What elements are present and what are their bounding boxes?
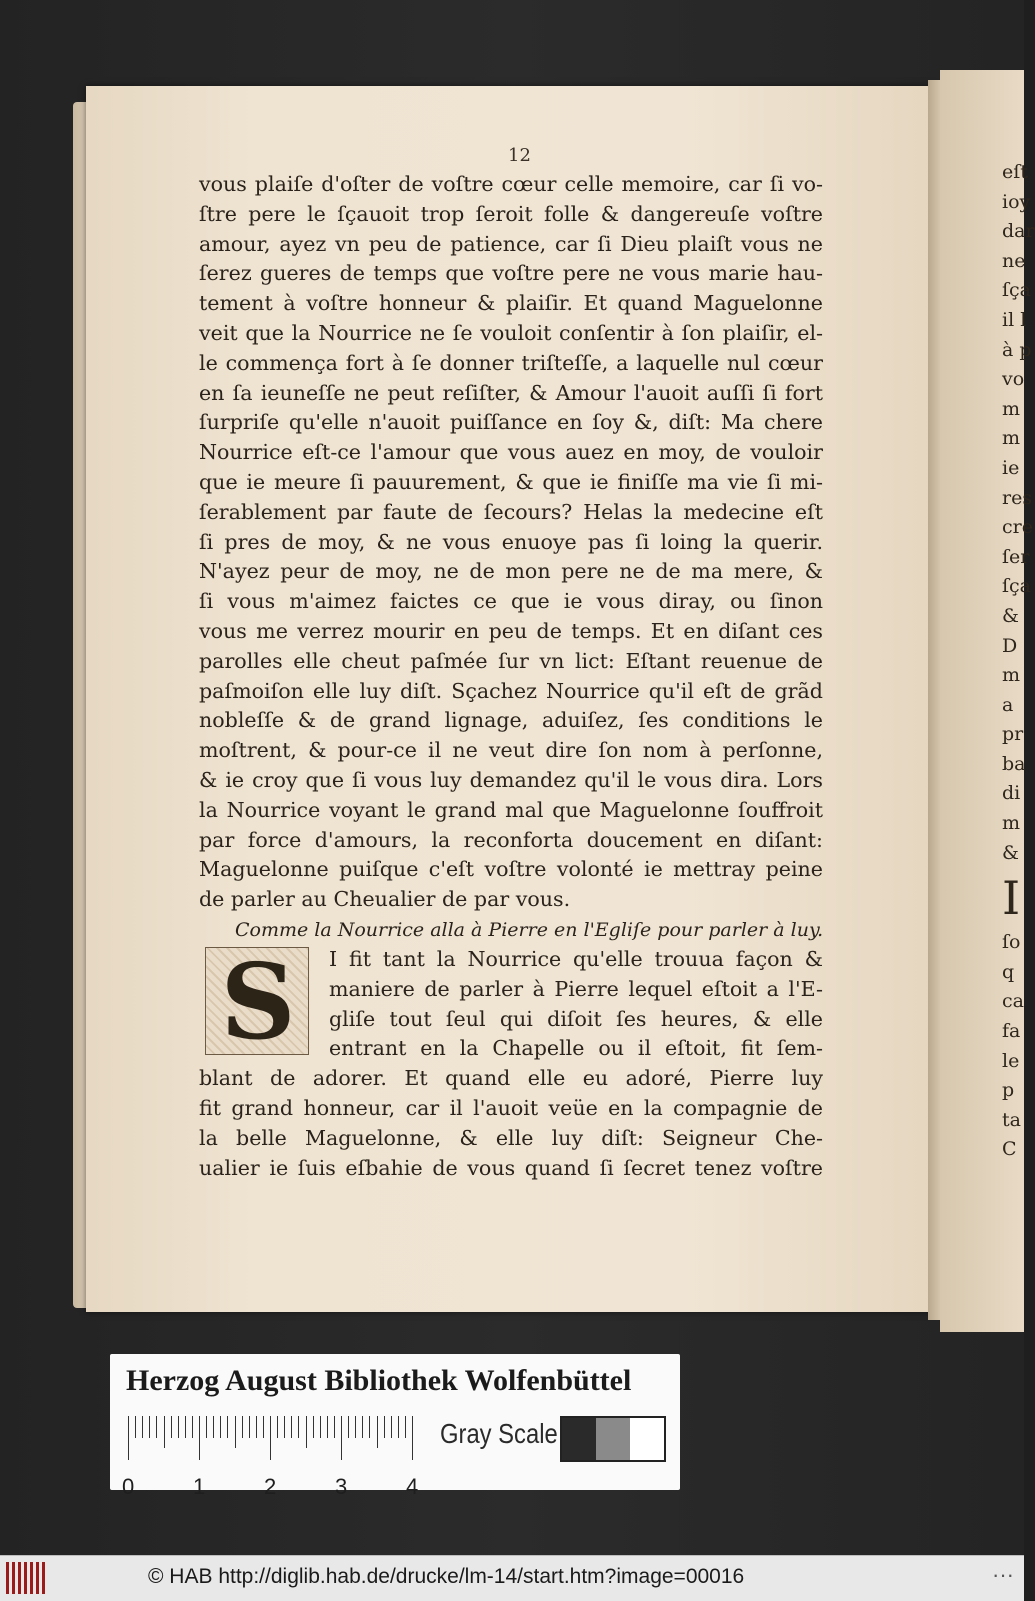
ruler-number: 1: [193, 1474, 206, 1499]
facing-text-fragment: ie: [1002, 456, 1020, 479]
ruler-tick: [185, 1416, 186, 1438]
ruler-tick: [398, 1416, 399, 1438]
facing-text-fragment: à p: [1002, 338, 1032, 361]
facing-text-fragment: C: [1002, 1138, 1017, 1161]
hab-logo-icon: [6, 1562, 46, 1594]
ruler-tick: [334, 1416, 335, 1438]
ruler-tick: [313, 1416, 314, 1438]
facing-text-fragment: pr: [1002, 723, 1024, 746]
ruler-tick: [171, 1416, 172, 1438]
ruler-tick: [369, 1416, 370, 1438]
text-line: ſerez gueres de temps que voſtre pere ne vous marie hau-: [199, 261, 823, 286]
facing-text-fragment: cre: [1002, 516, 1033, 539]
text-line: moſtrent, & pour-ce il ne veut dire ſon nom à perſonne,: [199, 738, 823, 763]
facing-text-fragment: m: [1002, 812, 1021, 835]
text-line: N'ayez peur de moy, ne de mon pere ne de ma mere, &: [199, 559, 823, 584]
paragraph-before-heading: [199, 170, 823, 915]
ruler-tick: [249, 1416, 250, 1438]
page-number: 12: [508, 145, 531, 166]
ruler-number: 0: [122, 1474, 135, 1499]
facing-text-fragment: ta: [1002, 1108, 1021, 1131]
copyright-url[interactable]: © HAB http://diglib.hab.de/drucke/lm-14/start.htm?image=00016: [148, 1565, 745, 1588]
text-line: nobleſſe & de grand lignage, aduiſez, ſes conditions le: [199, 708, 823, 733]
ruler-tick: [128, 1416, 129, 1460]
ruler-tick: [256, 1416, 257, 1438]
facing-text-fragment: &: [1002, 841, 1019, 864]
facing-text-fragment: di: [1002, 782, 1021, 805]
gray-swatch: [562, 1418, 596, 1460]
facing-text-fragment: p: [1002, 1079, 1015, 1102]
ruler-tick: [135, 1416, 136, 1438]
footer-bar: [0, 1555, 1024, 1601]
facing-text-fragment: ca: [1002, 990, 1024, 1013]
facing-text-fragment: ioy: [1002, 190, 1031, 213]
facing-text-fragment: fa: [1002, 1020, 1021, 1043]
ruler-tick: [412, 1416, 413, 1460]
ruler-tick: [206, 1416, 207, 1438]
text-line: vous plaiſe d'oſter de voſtre cœur celle memoire, car ſi vo-: [199, 172, 823, 196]
text-line: ſurpriſe qu'elle n'auoit puiſſance en ſoy &, diſt: Ma chere: [199, 410, 823, 435]
ruler-tick: [178, 1416, 179, 1438]
ruler-tick: [391, 1416, 392, 1438]
ruler: [122, 1416, 428, 1499]
ruler-tick: [156, 1416, 157, 1438]
text-line: la belle Maguelonne, & elle luy diſt: Seigneur Che-: [199, 1125, 823, 1150]
facing-text-fragment: res: [1002, 486, 1033, 509]
ruler-tick: [227, 1416, 228, 1438]
facing-text-fragment: vo: [1002, 368, 1025, 391]
text-line: le commença fort à ſe donner triſteſſe, a laquelle nul cœur: [199, 350, 823, 375]
text-line: la Nourrice voyant le grand mal que Maguelonne ſouffroit: [199, 797, 823, 822]
facing-text-fragment: D: [1002, 634, 1018, 657]
ruler-tick: [291, 1416, 292, 1438]
color-scale-card: [110, 1354, 680, 1499]
ruler-tick: [341, 1416, 342, 1460]
text-line: ſi pres de moy, & ne vous enuoye pas ſi loing la querir.: [199, 529, 823, 554]
chapter-heading: Comme la Nourrice alla à Pierre en l'Egliſe pour parler à luy.: [235, 918, 824, 941]
facing-text-fragment: ſer: [1002, 545, 1030, 568]
ruler-tick: [298, 1416, 299, 1438]
text-line: fit grand honneur, car il l'auoit veüe en la compagnie de: [199, 1095, 823, 1120]
facing-text-fragment: m: [1002, 397, 1021, 420]
more-icon[interactable]: ···: [992, 1562, 1014, 1587]
ruler-tick: [270, 1416, 271, 1460]
facing-text-fragment: a: [1002, 693, 1014, 716]
gray-scale-swatches: [560, 1416, 666, 1462]
text-line: veit que la Nourrice ne ſe vouloit conſentir à ſon plaiſir, el-: [199, 320, 823, 345]
text-line: & ie croy que ſi vous luy demandez qu'il le vous dira. Lors: [199, 767, 823, 792]
facing-text-fragment: q: [1002, 960, 1015, 983]
gray-swatch: [596, 1418, 630, 1460]
ruler-tick: [149, 1416, 150, 1438]
text-line: ualier ie ſuis eſbahie de vous quand ſi ſecret tenez voſtre: [199, 1155, 823, 1180]
facing-text-fragment: ſo: [1002, 931, 1021, 954]
facing-text-fragment: le: [1002, 1049, 1020, 1072]
ruler-number: 4: [406, 1474, 419, 1499]
text-line: amour, ayez vn peu de patience, car ſi Dieu plaiſt vous ne: [199, 231, 823, 256]
text-line: en ſa ieuneſſe ne peut reſiſter, & Amour l'auoit auſſi ſi fort: [199, 380, 823, 405]
ruler-tick: [327, 1416, 328, 1438]
ruler-tick: [384, 1416, 385, 1438]
chapter-opening: [199, 939, 823, 1064]
facing-text-fragment: ba: [1002, 752, 1026, 775]
text-line: parolles elle cheut paſmée ſur vn lict: Eſtant reuenue de: [199, 648, 823, 673]
paragraph-after-initial: [199, 1064, 823, 1183]
decorated-initial: [205, 939, 309, 1063]
facing-text-fragment: I: [1002, 871, 1021, 926]
ruler-tick: [320, 1416, 321, 1438]
text-line: entrant en la Chapelle ou il eſtoit, fit ſem-: [329, 1036, 823, 1061]
facing-page: [940, 70, 1035, 1332]
library-title: Herzog August Bibliothek Wolfenbüttel: [126, 1364, 632, 1397]
ruler-tick: [405, 1416, 406, 1438]
ruler-tick: [377, 1416, 378, 1448]
text-line: maniere de parler à Pierre lequel eſtoit a l'E-: [329, 976, 823, 1001]
text-line: ſtre pere le ſçauoit trop ſeroit folle & dangereuſe voſtre: [199, 201, 823, 226]
ruler-tick: [142, 1416, 143, 1438]
gray-scale-label: Gray Scale: [440, 1418, 558, 1449]
text-line: que ie meure ſi pauurement, & que ie finiſſe ma vie ſi mi-: [199, 469, 823, 494]
ruler-tick: [220, 1416, 221, 1438]
ruler-tick: [235, 1416, 236, 1448]
text-line: ſi vous m'aimez faictes ce que ie vous diray, ou ſinon: [199, 589, 823, 614]
text-line: I fit tant la Nourrice qu'elle trouua façon &: [329, 946, 823, 971]
text-line: Nourrice eſt-ce l'amour que vous auez en moy, de vouloir: [199, 440, 823, 465]
text-line: blant de adorer. Et quand elle eu adoré, Pierre luy: [199, 1066, 823, 1091]
ruler-tick: [348, 1416, 349, 1438]
ruler-tick: [306, 1416, 307, 1448]
ruler-tick: [213, 1416, 214, 1438]
page-text: [199, 170, 823, 1183]
facing-text-fragment: il l: [1002, 308, 1027, 331]
facing-text-fragment: &: [1002, 604, 1019, 627]
text-line: tement à voſtre honneur & plaiſir. Et quand Maguelonne: [199, 291, 823, 316]
facing-text-fragment: ſça: [1002, 279, 1032, 302]
text-line: vous me verrez mourir en peu de temps. Et en diſant ces: [199, 618, 823, 643]
ruler-tick: [192, 1416, 193, 1438]
ruler-number: 2: [264, 1474, 277, 1499]
text-line: ſerablement par faute de ſecours? Helas la medecine eſt: [199, 499, 823, 524]
ruler-tick: [277, 1416, 278, 1438]
ruler-tick: [355, 1416, 356, 1438]
ruler-tick: [199, 1416, 200, 1460]
text-line: gliſe tout ſeul qui diſoit ſes heures, & elle: [329, 1006, 823, 1031]
text-line: Maguelonne puiſque c'eſt voſtre volonté ie mettray peine: [199, 857, 823, 882]
facing-text-fragment: m: [1002, 664, 1021, 687]
facing-text-fragment: ne: [1002, 249, 1026, 272]
text-line: de parler au Cheualier de par vous.: [199, 887, 571, 912]
text-line: paſmoiſon elle luy diſt. Sçachez Nourrice qu'il eſt de grãd: [199, 678, 823, 703]
drop-cap-letter: S: [220, 939, 296, 1063]
ruler-tick: [362, 1416, 363, 1438]
facing-page-text: [940, 70, 1035, 1165]
facing-text-fragment: dar: [1002, 220, 1035, 243]
facing-text-fragment: ſça: [1002, 575, 1032, 598]
ruler-number: 3: [335, 1474, 348, 1499]
ruler-tick: [164, 1416, 165, 1448]
ruler-tick: [242, 1416, 243, 1438]
text-line: par force d'amours, la reconforta doucement en diſant:: [199, 827, 823, 852]
facing-text-fragment: m: [1002, 427, 1021, 450]
ruler-tick: [263, 1416, 264, 1438]
gray-swatch: [630, 1418, 664, 1460]
ruler-tick: [284, 1416, 285, 1438]
facing-text-fragment: eſt: [1002, 161, 1028, 183]
